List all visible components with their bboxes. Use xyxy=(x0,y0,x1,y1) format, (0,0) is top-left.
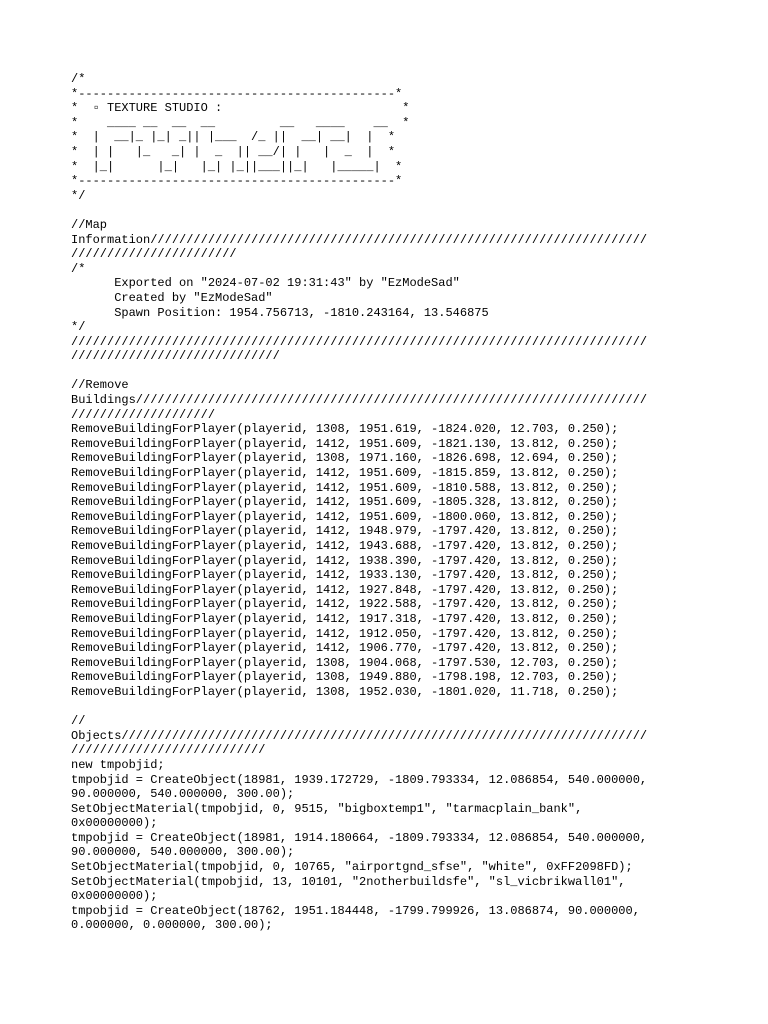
code-line: SetObjectMaterial(tmpobjid, 0, 9515, "bigboxtemp1", "tarmacplain_bank", xyxy=(71,801,583,816)
code-line: tmpobjid = CreateObject(18981, 1914.180664, -1809.793334, 12.086854, 540.000000, xyxy=(71,830,648,845)
code-line: RemoveBuildingForPlayer(playerid, 1412, 1927.848, -1797.420, 13.812, 0.250); xyxy=(71,582,619,597)
code-line: * ____ __ __ __ __ ____ __ * xyxy=(71,115,410,130)
code-line: * ▫ TEXTURE STUDIO : * xyxy=(71,101,410,116)
code-line: 90.000000, 540.000000, 300.00); xyxy=(71,845,295,860)
code-line: */ xyxy=(71,320,86,335)
code-line: /* xyxy=(71,72,86,86)
code-line: /* xyxy=(71,261,86,276)
code-line: 0x00000000); xyxy=(71,816,158,831)
code-line: 90.000000, 540.000000, 300.00); xyxy=(71,787,295,802)
code-line: 0.000000, 0.000000, 300.00); xyxy=(71,918,273,933)
code-line: Exported on "2024-07-02 19:31:43" by "EzModeSad" xyxy=(71,276,460,291)
code-line xyxy=(71,364,711,379)
code-line: RemoveBuildingForPlayer(playerid, 1412, 1943.688, -1797.420, 13.812, 0.250); xyxy=(71,539,619,553)
code-line: RemoveBuildingForPlayer(playerid, 1412, 1917.318, -1797.420, 13.812, 0.250); xyxy=(71,611,619,626)
code-line: SetObjectMaterial(tmpobjid, 0, 10765, "airportgnd_sfse", "white", 0xFF2098FD); xyxy=(71,860,633,875)
code-line: Buildings/////////////////////////////////////////////////////////////////////// xyxy=(71,393,648,408)
code-line: /////////////////////// xyxy=(71,247,237,262)
code-line: /////////////////////////// xyxy=(71,743,266,758)
code-line: Information///////////////////////////////////////////////////////////////////// xyxy=(71,232,648,247)
code-line: RemoveBuildingForPlayer(playerid, 1412, 1951.609, -1805.328, 13.812, 0.250); xyxy=(71,495,619,510)
code-line: tmpobjid = CreateObject(18762, 1951.184448, -1799.799926, 13.086874, 90.000000, xyxy=(71,903,640,918)
code-line: * | | |_ _| | _ || __/| | | _ | * xyxy=(71,144,396,159)
code-line: new tmpobjid; xyxy=(71,757,165,772)
code-line: ///////////////////////////// xyxy=(71,349,280,364)
code-line: RemoveBuildingForPlayer(playerid, 1412, 1906.770, -1797.420, 13.812, 0.250); xyxy=(71,641,619,656)
code-line: 0x00000000); xyxy=(71,889,158,904)
code-line: RemoveBuildingForPlayer(playerid, 1412, 1938.390, -1797.420, 13.812, 0.250); xyxy=(71,553,619,568)
code-line: * | __|_ |_| _|| |___ /_ || __| __| | * xyxy=(71,130,396,145)
code-line: RemoveBuildingForPlayer(playerid, 1412, 1922.588, -1797.420, 13.812, 0.250); xyxy=(71,597,619,612)
code-line: * |_| |_| |_| |_||___||_| |_____| * xyxy=(71,159,403,174)
code-line: RemoveBuildingForPlayer(playerid, 1308, 1949.880, -1798.198, 12.703, 0.250); xyxy=(71,670,619,685)
code-line: //////////////////////////////////////////////////////////////////////////////// xyxy=(71,334,648,349)
code-line xyxy=(71,203,711,218)
code-line: Created by "EzModeSad" xyxy=(71,290,273,305)
code-line: */ xyxy=(71,188,86,203)
code-line: RemoveBuildingForPlayer(playerid, 1412, 1951.609, -1821.130, 13.812, 0.250); xyxy=(71,436,619,451)
code-line: //Map xyxy=(71,217,108,232)
code-line: tmpobjid = CreateObject(18981, 1939.172729, -1809.793334, 12.086854, 540.000000, xyxy=(71,772,648,787)
code-line: RemoveBuildingForPlayer(playerid, 1412, 1951.609, -1800.060, 13.812, 0.250); xyxy=(71,509,619,524)
code-line: SetObjectMaterial(tmpobjid, 13, 10101, "2notherbuildsfe", "sl_vicbrikwall01", xyxy=(71,874,626,889)
code-line: RemoveBuildingForPlayer(playerid, 1412, 1951.609, -1810.588, 13.812, 0.250); xyxy=(71,480,619,495)
code-line: //Remove xyxy=(71,378,129,393)
code-line: Spawn Position: 1954.756713, -1810.243164, 13.546875 xyxy=(71,305,489,320)
code-line: *--------------------------------------------* xyxy=(71,86,403,101)
code-line: RemoveBuildingForPlayer(playerid, 1412, 1912.050, -1797.420, 13.812, 0.250); xyxy=(71,626,619,641)
code-line: RemoveBuildingForPlayer(playerid, 1308, 1952.030, -1801.020, 11.718, 0.250); xyxy=(71,684,619,699)
code-line: Objects///////////////////////////////////////////////////////////////////////// xyxy=(71,728,648,743)
code-line: // xyxy=(71,714,86,729)
code-line: *--------------------------------------------* xyxy=(71,174,403,189)
code-line: //////////////////// xyxy=(71,407,216,422)
code-line: RemoveBuildingForPlayer(playerid, 1412, 1948.979, -1797.420, 13.812, 0.250); xyxy=(71,524,619,539)
code-line: RemoveBuildingForPlayer(playerid, 1308, 1904.068, -1797.530, 12.703, 0.250); xyxy=(71,655,619,670)
code-line: RemoveBuildingForPlayer(playerid, 1412, 1933.130, -1797.420, 13.812, 0.250); xyxy=(71,568,619,583)
code-line: RemoveBuildingForPlayer(playerid, 1412, 1951.609, -1815.859, 13.812, 0.250); xyxy=(71,466,619,481)
code-line: RemoveBuildingForPlayer(playerid, 1308, 1951.619, -1824.020, 12.703, 0.250); xyxy=(71,422,619,437)
code-line xyxy=(71,700,711,715)
code-line: RemoveBuildingForPlayer(playerid, 1308, 1971.160, -1826.698, 12.694, 0.250); xyxy=(71,451,619,466)
code-document xyxy=(71,72,711,933)
